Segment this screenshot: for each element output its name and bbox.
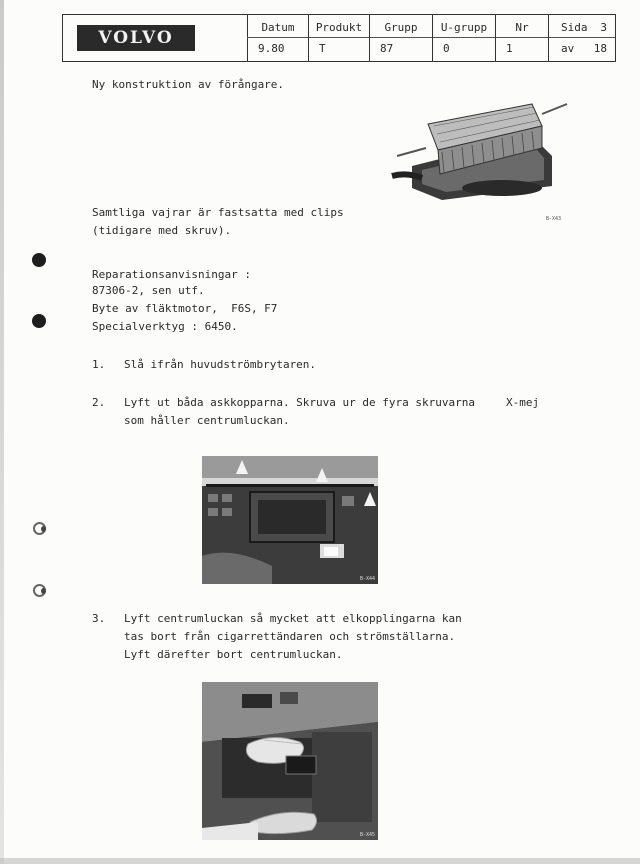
grupp-value: 87 (380, 42, 394, 55)
punch-hole (33, 522, 46, 535)
step3-number: 3. (92, 612, 106, 625)
sida-cell (549, 15, 615, 61)
evaporator-illustration (382, 96, 572, 208)
step3-line1: Lyft centrumluckan så mycket att elkopplingarna kan (124, 612, 462, 625)
av-label: av (561, 42, 575, 55)
sida-total: 18 (593, 42, 607, 55)
figure1-label: B-X43 (546, 216, 562, 222)
grupp-label: Grupp (384, 21, 418, 34)
step2-number: 2. (92, 396, 106, 409)
nr-label: Nr (515, 21, 529, 34)
step3-line3: Lyft därefter bort centrumluckan. (124, 648, 343, 661)
ugrupp-label: U-grupp (440, 21, 488, 34)
sida-label: Sida (561, 21, 588, 34)
dashboard-illustration (202, 456, 378, 584)
center-panel-figure (202, 682, 378, 840)
datum-label: Datum (261, 21, 295, 34)
document-header (62, 14, 616, 62)
volvo-logo (77, 25, 195, 51)
reparation-line2: 87306-2, sen utf. (92, 284, 205, 297)
reparation-line4: Specialverktyg : 6450. (92, 320, 238, 333)
datum-value: 9.80 (258, 42, 285, 55)
dashboard-figure (202, 456, 378, 584)
page-bottom-edge (0, 858, 640, 864)
step2-line2: som håller centrumluckan. (124, 414, 290, 427)
reparation-line1: Reparationsanvisningar : (92, 268, 251, 281)
reparation-line3: Byte av fläktmotor, F6S, F7 (92, 302, 278, 315)
produkt-value: T (319, 42, 326, 55)
produkt-label: Produkt (315, 21, 363, 34)
figure2-label: B-X44 (359, 576, 375, 582)
step2-tool: X-mej (506, 396, 540, 409)
ugrupp-value: 0 (443, 42, 450, 55)
clips-note-line2: (tidigare med skruv). (92, 224, 232, 237)
punch-hole (32, 253, 46, 267)
step2-line1: Lyft ut båda askkopparna. Skruva ur de fyra skruvarna (124, 396, 475, 409)
produkt-cell (309, 15, 370, 61)
datum-cell (248, 15, 309, 61)
page-edge-shadow (0, 0, 4, 864)
logo-cell (63, 15, 248, 61)
intro-text: Ny konstruktion av förångare. (92, 78, 285, 91)
center-panel-illustration (202, 682, 378, 840)
punch-hole (33, 584, 46, 597)
sida-page: 3 (600, 21, 607, 34)
step1-text: Slå ifrån huvudströmbrytaren. (124, 358, 317, 371)
step3-line2: tas bort från cigarrettändaren och strömställarna. (124, 630, 456, 643)
nr-cell (496, 15, 549, 61)
grupp-cell (370, 15, 433, 61)
step1-number: 1. (92, 358, 106, 371)
clips-note-line1: Samtliga vajrar är fastsatta med clips (92, 206, 344, 219)
ugrupp-cell (433, 15, 496, 61)
figure3-label: B-X45 (359, 832, 375, 838)
nr-value: 1 (506, 42, 513, 55)
evaporator-figure (382, 96, 572, 208)
punch-hole (32, 314, 46, 328)
brand-name: VOLVO (98, 28, 174, 48)
